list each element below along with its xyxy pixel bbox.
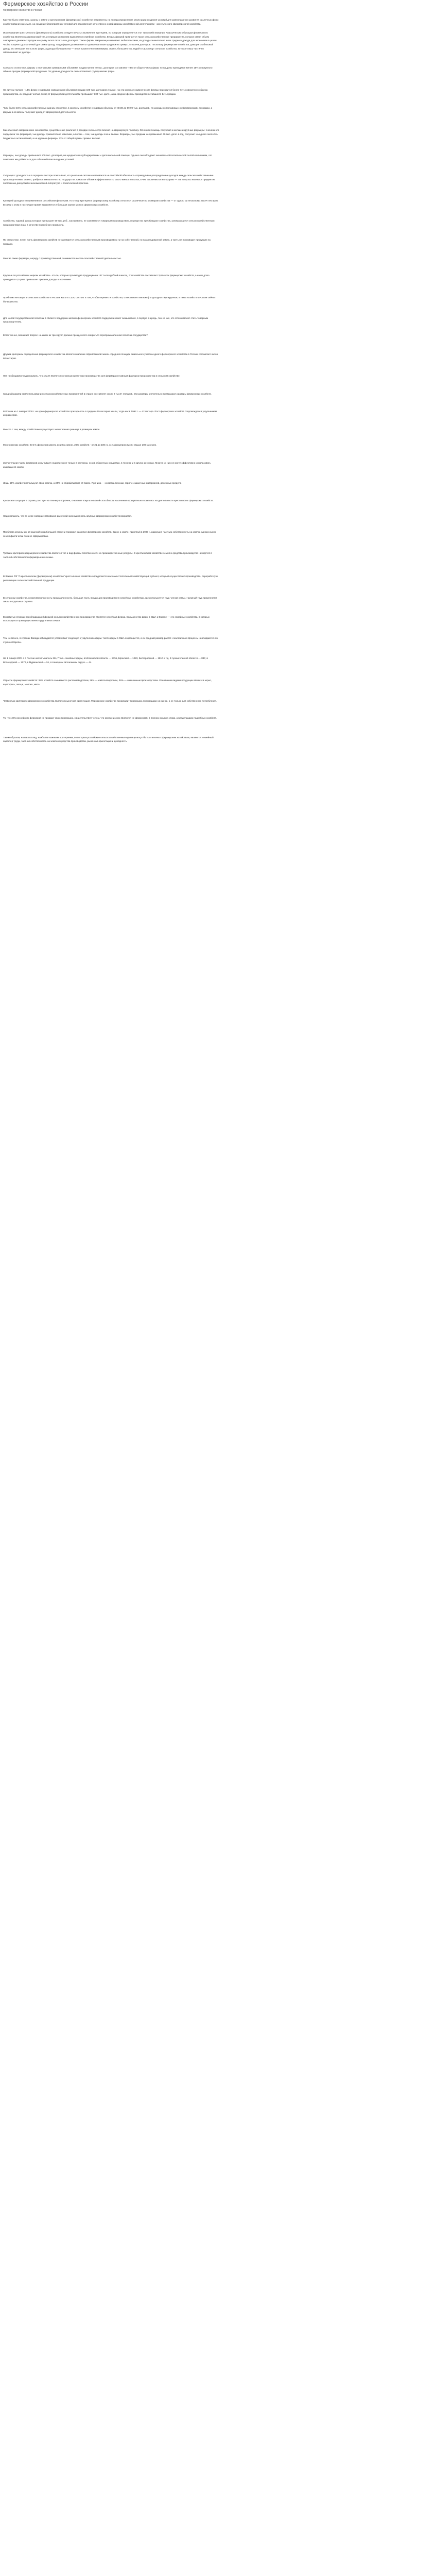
- article-paragraph: Средний размер землепользования сельскохозяйственных предприятий в стране составляет около 2 тысяч гектаров. Эти размеры значительно превышают размеры фермерских хозяйств.: [3, 393, 212, 396]
- article-paragraph: По статистике, почти треть фермерских хозяйств не занимается сельскохозяйственным производством ни на собственной, ни на арендованной земле, а треть не производит продукции на продажу.: [3, 239, 211, 246]
- article-paragraph: На другом полюсе - 14% ферм с годовыми суммарными объемами продаж 100 тыс. долларов и выше. На эти крупные коммерческие фермы приходится более 71% совокупного объема производства, их средний чистый доход от фермерской деятельности превышает 300 тыс. долл., а на средние фермы приходится оставшиеся 14% продаж.: [3, 88, 208, 95]
- article-paragraph: Как уже было отмечено, законы о земле и крестьянском (фермерском) хозяйстве направлены на перераспределение земли ради создания условий для равноправного развития различных форм хозяйствования на земле, на создание благоприятных условий для становления качественно новой формы хозяйственной деятельности - крестьянского (фермерского) хозяйства.: [3, 19, 219, 25]
- article-paragraph: Проблема нетовара в сельском хозяйстве в России, как и в США, состоит в том, чтобы перевести хозяйства, отнесенные к мелким (по доходности) в крупные, а таких хозяйств в России сейчас большинство.: [3, 296, 216, 303]
- article-paragraph: Исследование крестьянского (фермерского) хозяйства следует начать с выявления критериев, по которым определяется этот тип хозяйствования. Классическим образцом фермерского хозяйства является американский тип, и первым критерием выделяется семейное хозяйство. В США фермой признается такое сельскохозяйственное предприятие, которое имеет объем совокупных денежных продаж на сумму около пяти тысяч долларов. Такое фермы американцы называют любительскими, их доходы значительно ниже среднего дохода для экономики в целом. Чтобы получить достаточный для семьи доход, тогда ферма должна иметь годовые валовые продажи на сумму 1,5 тысячи долларов. Поскольку фермерские хозяйства, дающие стабильный доход, это меньшая часть всех ферм, а доходы большинства — ниже прожиточного минимума, значит, большинство людей в США ведут сельское хозяйство, которое лишь частично обеспечивает их доходы.: [3, 31, 217, 54]
- article-paragraph: Много мелких хозяйств: 67,1% фермеров имели до 20 га земли, 26% хозяйств - от 21 до 100 га, 11% фермеров имели свыше 100 га земли.: [3, 443, 157, 446]
- article: [0, 0, 436, 743]
- article-paragraph: Для целей государственной политики в области поддержки мелких фермерских хозяйств поддержка может оказываться, в первую очередь, тем из них, кто готов и может стать товарным производителем.: [3, 316, 208, 324]
- article-paragraph: Отрасли фермерских хозяйств: 38% хозяйств занимаются растениеводством, 26% — животноводством, 36% — смешанным производством. Основными видами продукции являются зерно, картофель, овощи, молоко, мясо.: [3, 679, 212, 686]
- article-paragraph: Как отмечают американские экономисты, существенные различия в доходах очень остро влияют на фермерскую политику. Основная помощь получают и мелкие и крупные фермеры: сначала это поддержка тех фермеров, чьи доходы сравнительно невелики, а потом — тем, чьи доходы очень велики. Фермеры, чьи продажи не превышают 40 тыс. долл. в год, получают на одного около 5% бюджетных ассигнований, а на крупные фермеры 77% от общей суммы прямых выплат.: [3, 129, 219, 140]
- article-paragraph: Вместе с тем, между хозяйствами существует значительная разница в размерах земли.: [3, 428, 100, 431]
- article-paragraph: Другим критерием определения фермерского хозяйства является наличие обработанной земли. Средняя площадь земельного участка одного фермерского хозяйства в России составляет около 60 гектаров.: [3, 353, 218, 360]
- article-paragraph: В развитых странах преобладающей формой сельскохозяйственного производства является семейная ферма. Большинство ферм в США и Европе — это семейные хозяйства, в которых используется преимущественно труд членов семьи.: [3, 615, 210, 622]
- article-paragraph: Согласно статистике, фермы с ежегодными суммарными объемами продаж менее 40 тыс. долларов составляют 73% от общего числа ферм, но на долю приходится менее 15% совокупного объема продаж фермерской продукции. По уровню доходности они составляют группу мелких ферм.: [3, 66, 213, 73]
- article-paragraph: Кризисная ситуация в стране, рост цен на технику и горючее, снижение покупательской способности населения отрицательно сказались на деятельности крестьянских фермерских хозяйств.: [3, 499, 214, 502]
- article-paragraph: Критерий доходности применим и к российским фермерам. По этому критерию к фермерскому хозяйству относятся различные по размерам хозяйства — от одного до нескольких тысяч гектаров. В связи с этим в настоящее время выделяется и большая группа мелких фермерских хозяйств.: [3, 199, 219, 206]
- article-paragraph: Значительная часть фермеров испытывает недостаток не только в ресурсах, но и в оборотных средствах, в технике и в других ресурсах. Многие из них не могут эффективно использовать имеющиеся земли.: [3, 462, 211, 468]
- article-body: [3, 18, 433, 743]
- article-paragraph: В Законе РФ "О крестьянском (фермерском) хозяйстве" крестьянское хозяйство определяется как самостоятельный хозяйствующий субъект, который осуществляет производство, переработку и реализацию сельскохозяйственной продукции.: [3, 575, 218, 582]
- breadcrumb: Фермерское хозяйство в России: [3, 9, 42, 12]
- article-paragraph: Проблема земельных отношений в наибольшей степени тормозит развитие фермерских хозяйств. Закон о земле, принятый в 1990 г., разрешил частную собственность на землю, однако рынок земли фактически пока не сформирован.: [3, 531, 216, 537]
- article-paragraph: Тем не менее, в странах Запада наблюдается устойчивая тенденция к укрупнению ферм. Число ферм в США сокращается, а их средний размер растет. Аналогичные процессы наблюдаются и в странах Европы.: [3, 637, 218, 643]
- article-paragraph: Хозяйства, годовой доход которых превышает 50 тыс. руб., как правило, не занимаются товарным производством, и среди них преобладают хозяйства, занимающиеся сельскохозяйственным производством лишь в качестве подсобного промысла.: [3, 219, 215, 226]
- article-paragraph: Естественно, возникает вопрос: на каких из трех групп должна прежде всего опираться агропромышленная политика государства?: [3, 333, 148, 336]
- article-paragraph: То, что 40% российских фермеров не продают свою продукцию, свидетельствует о том, что многие из них являются не фермерами в полном смысле слова, а владельцами подсобных хозяйств.: [3, 717, 217, 720]
- article-paragraph: Лишь 55% хозяйств используют свою землю, а 24% не обрабатывают её вовсе. Причина — нехватка техники, горюче-смазочных материалов, денежных средств.: [3, 482, 182, 485]
- article-paragraph: Многие такие фермеры, наряду с производственной, занимаются несельскохозяйственной деятельностью.: [3, 257, 122, 260]
- article-paragraph: Ситуация с доходностью в аграрном секторе показывает, что рыночная система оказывается не способной обеспечить справедливое распределение доходов между сельскохозяйственными производителями. Значит, требуется вмешательство государства. Каков же объем и эффективность такого вмешательства, в чем заключаются его формы — эти вопросы являются предметом постоянных дискуссий в экономической литературе и политической практике.: [3, 174, 215, 185]
- page-title: Фермерское хозяйство в России: [3, 1, 89, 7]
- article-paragraph: Таким образом, на наш взгляд, наиболее важными критериями, по которым российские сельскохозяйственные единицы могут быть отнесены к фермерским хозяйствам, являются: семейный характер труда, частная собственность на землю и средства производства, рыночная ориентация и доходность.: [3, 736, 214, 743]
- article-paragraph: Фермеры, чьи доходы превышают 100 тыс. долларов, не нуждаются в субсидировании и дополнительной помощи. Однако они обладают значительной политической силой и влиянием, что позволяет им добиваться для себя наиболее выгодных условий.: [3, 154, 212, 161]
- article-paragraph: Крупные по российским меркам хозяйства - это те, которые производят продукцию на 157 тысяч рублей в месяц. Эти хозяйства составляют 3,6% всех фермерских хозяйств, а на их долю приходится 4,5 раза превышает средние доходы в экономике.: [3, 274, 210, 281]
- article-paragraph: Надо полагать, что по мере совершенствования рыночной экономики роль крупных фермерских хозяйств возрастет.: [3, 514, 132, 517]
- article-paragraph: Четвертым критерием фермерского хозяйства является рыночная ориентация. Фермерское хозяйство производит продукцию для продажи на рынке, а не только для собственного потребления.: [3, 699, 217, 702]
- article-paragraph: Нет необходимости доказывать, что земля является основным средством производства для фермера и главным фактором производства в сельском хозяйстве.: [3, 374, 180, 377]
- article-paragraph: Чуть более 15% сельскохозяйственных единиц относятся, в среднем хозяйстве с годовым объемом от 40,00 до 99,99 тыс. долларов. Их доходы сопоставимы с нефермерскими доходами, а фермы в основном получают доход от фермерской деятельности.: [3, 107, 213, 113]
- article-paragraph: В сельском хозяйстве, в противоположность промышленности, большая часть продукции производится в семейных хозяйствах, где используется труд членов семьи. Наемный труд применяется лишь в отдельных случаях.: [3, 596, 218, 603]
- article-paragraph: Третьим критерием фермерского хозяйства является тип и вид формы собственности на производственные ресурсы. В крестьянском хозяйстве земля и средства производства находятся в частной собственности фермера и его семьи.: [3, 552, 212, 558]
- article-paragraph: На 1 января 2001 г. в России насчитывалось 261,7 тыс. семейных ферм, в Московской области — 2751, Брянской — 1023, Белгородской — 1810 и т.д. В Архангельской области — 887, в Вологодской — 1072, в Мурманской — 51, в Ненецком автономном округе — 44.: [3, 657, 208, 664]
- article-paragraph: В России на 1 января 2000 г. на одно фермерское хозяйство приходилось в среднем 55 гектаров земли, тогда как в 1992 г. — 42 гектара. Рост фермерских хозяйств сопровождался укрупнением их размеров.: [3, 410, 217, 417]
